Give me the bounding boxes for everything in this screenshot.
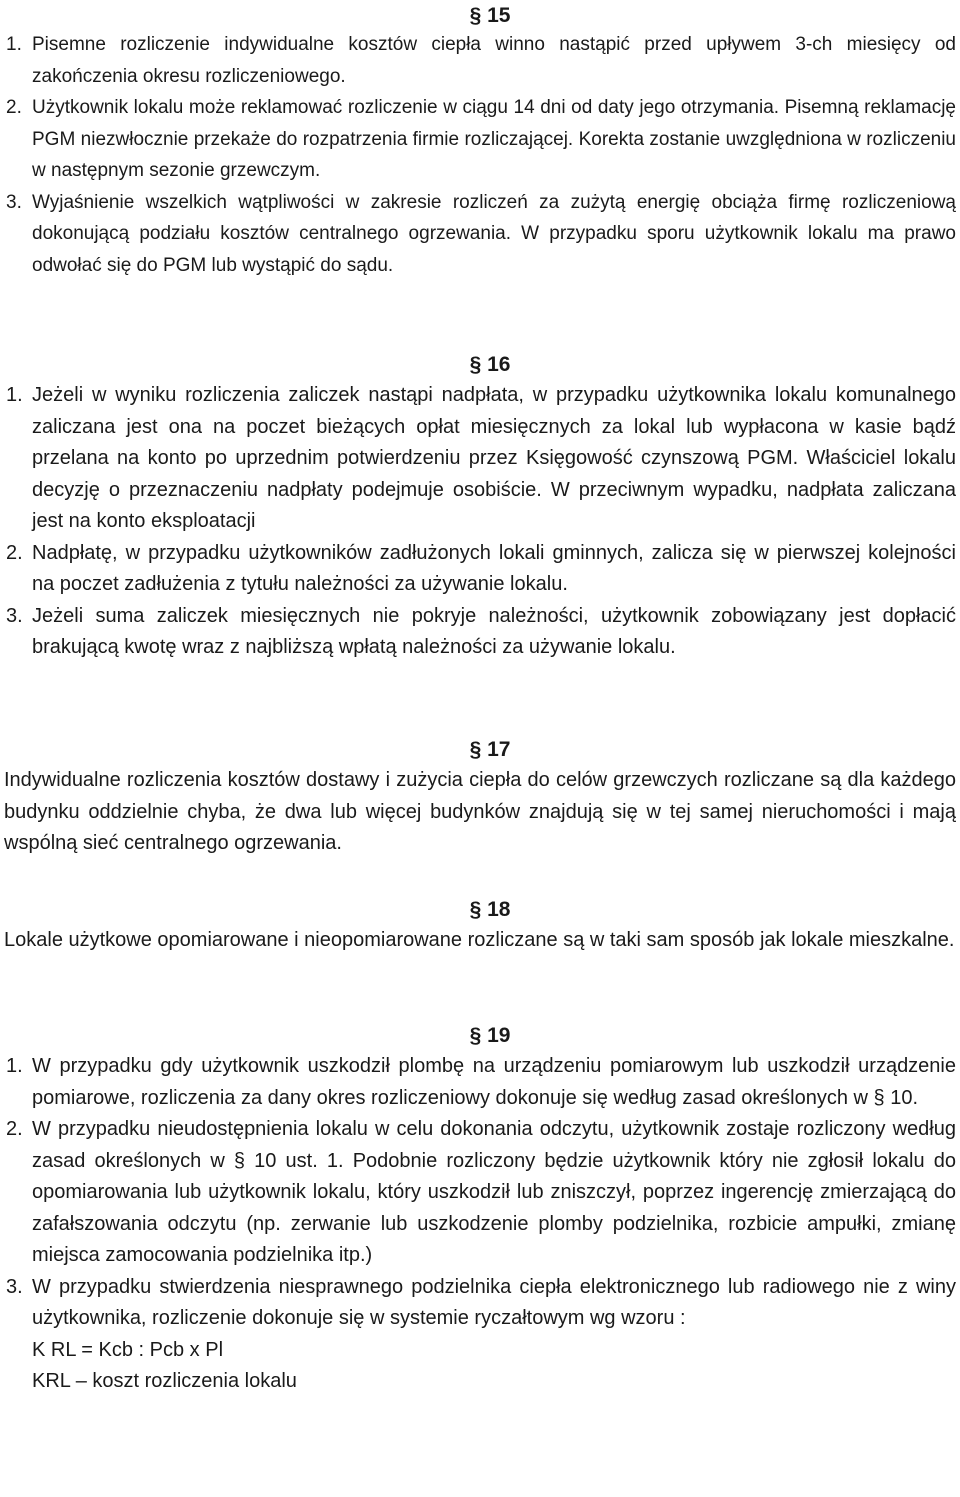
item-text: W przypadku nieudostępnienia lokalu w celu dokonania odczytu, użytkownik zostaje rozliczony według zasad określonych w § 10 ust. 1. Podobnie rozliczony będzie użytkownik który nie zgłosił lokalu do opomiarowania lub użytkownik lokalu, który uszkodził lub zniszczył, poprzez ingerencję zmierzającą do zafałszowania odczytu (np. zerwanie lub uszkodzenie plomby podzielnika, rozbicie ampułki, zmianę miejsca zamocowania podzielnika itp.) bbox=[32, 1118, 956, 1266]
item-number: 1. bbox=[6, 34, 22, 55]
list-item bbox=[6, 601, 956, 664]
item-number: 2. bbox=[6, 1118, 23, 1140]
item-text: W przypadku gdy użytkownik uszkodził plombę na urządzeniu pomiarowym lub uszkodził urządzenie pomiarowe, rozliczenia za dany okres rozliczeniowy dokonuje się według zasad określonych w § 10. bbox=[32, 1055, 956, 1109]
section-paragraph: Lokale użytkowe opomiarowane i nieopomiarowane rozliczane są w taki sam sposób jak lokale mieszkalne. bbox=[4, 929, 955, 951]
section-16 bbox=[0, 349, 960, 664]
section-paragraph: Indywidualne rozliczenia kosztów dostawy i zużycia ciepła do celów grzewczych rozliczane są dla każdego budynku oddzielnie chyba, że dwa lub więcej budynków znajdują się w tej samej nieruchomości i mają wspólną sieć centralnego ogrzewania. bbox=[4, 769, 956, 854]
item-number: 3. bbox=[6, 191, 22, 213]
item-text: Wyjaśnienie wszelkich wątpliwości w zakresie rozliczeń za zużytą energię obciąża firmę rozliczeniową dokonującą podziału kosztów centralnego ogrzewania. W przypadku sporu użytkownik lokalu ma prawo odwołać się do PGM lub wystąpić do sądu. bbox=[32, 191, 956, 276]
item-text: Jeżeli suma zaliczek miesięcznych nie pokryje należności, użytkownik zobowiązany jest dopłacić brakującą kwotę wraz z najbliższą wpłatą należności za używanie lokalu. bbox=[32, 604, 956, 658]
list-item bbox=[6, 187, 956, 282]
formula-legend: KRL – koszt rozliczenia lokalu bbox=[32, 1370, 297, 1392]
section-heading: § 16 bbox=[469, 353, 511, 376]
item-text: Nadpłatę, w przypadku użytkowników zadłużonych lokali gminnych, zalicza się w pierwszej kolejności na poczet zadłużenia z tytułu należności za używanie lokalu. bbox=[32, 541, 956, 595]
section-15 bbox=[0, 0, 960, 281]
section-heading: § 18 bbox=[469, 898, 511, 921]
item-number: 1. bbox=[6, 384, 23, 406]
list-item bbox=[6, 1114, 956, 1272]
item-text: Użytkownik lokalu może reklamować rozliczenie w ciągu 14 dni od daty jego otrzymania. Pisemną reklamację PGM niezwłocznie przekaże do rozpatrzenia firmie rozliczającej. Korekta zostanie uwzględniona w rozliczeniu w następnym sezonie grzewczym. bbox=[32, 97, 956, 181]
list-item bbox=[6, 29, 956, 92]
item-number: 3. bbox=[6, 604, 23, 627]
list-item bbox=[6, 538, 956, 601]
item-text: W przypadku stwierdzenia niesprawnego podzielnika ciepła elektronicznego lub radiowego nie z winy użytkownika, rozliczenie dokonuje się w systemie ryczałtowym wg wzoru : bbox=[32, 1275, 956, 1329]
item-text: Jeżeli w wyniku rozliczenia zaliczek nastąpi nadpłata, w przypadku użytkownika lokalu komunalnego zaliczana jest ona na poczet bieżących opłat miesięcznych za lokal lub wypłacona w kasie bądź przelana na konto po uprzednim potwierdzeniu przez Księgowość czynszową PGM. Właściciel lokalu decyzję o przeznaczeniu nadpłaty podejmuje osobiście. W przeciwnym wypadku, nadpłata zaliczana jest na konto eksploatacji bbox=[32, 384, 956, 532]
section-heading: § 17 bbox=[469, 738, 511, 761]
item-number: 2. bbox=[6, 97, 22, 118]
item-number: 2. bbox=[6, 541, 23, 564]
list-item bbox=[6, 380, 956, 538]
section-heading: § 19 bbox=[469, 1024, 511, 1047]
section-19 bbox=[0, 1020, 960, 1398]
formula: K RL = Kcb : Pcb x Pl bbox=[32, 1338, 224, 1361]
section-17 bbox=[0, 734, 960, 860]
section-heading: § 15 bbox=[469, 4, 511, 27]
list-item bbox=[6, 1272, 956, 1398]
list-item bbox=[6, 1051, 956, 1114]
item-number: 1. bbox=[6, 1055, 23, 1077]
item-number: 3. bbox=[6, 1275, 23, 1298]
list-item bbox=[6, 92, 956, 187]
item-text: Pisemne rozliczenie indywidualne kosztów ciepła winno nastąpić przed upływem 3-ch miesięcy od zakończenia okresu rozliczeniowego. bbox=[32, 34, 956, 87]
section-18 bbox=[0, 894, 960, 957]
